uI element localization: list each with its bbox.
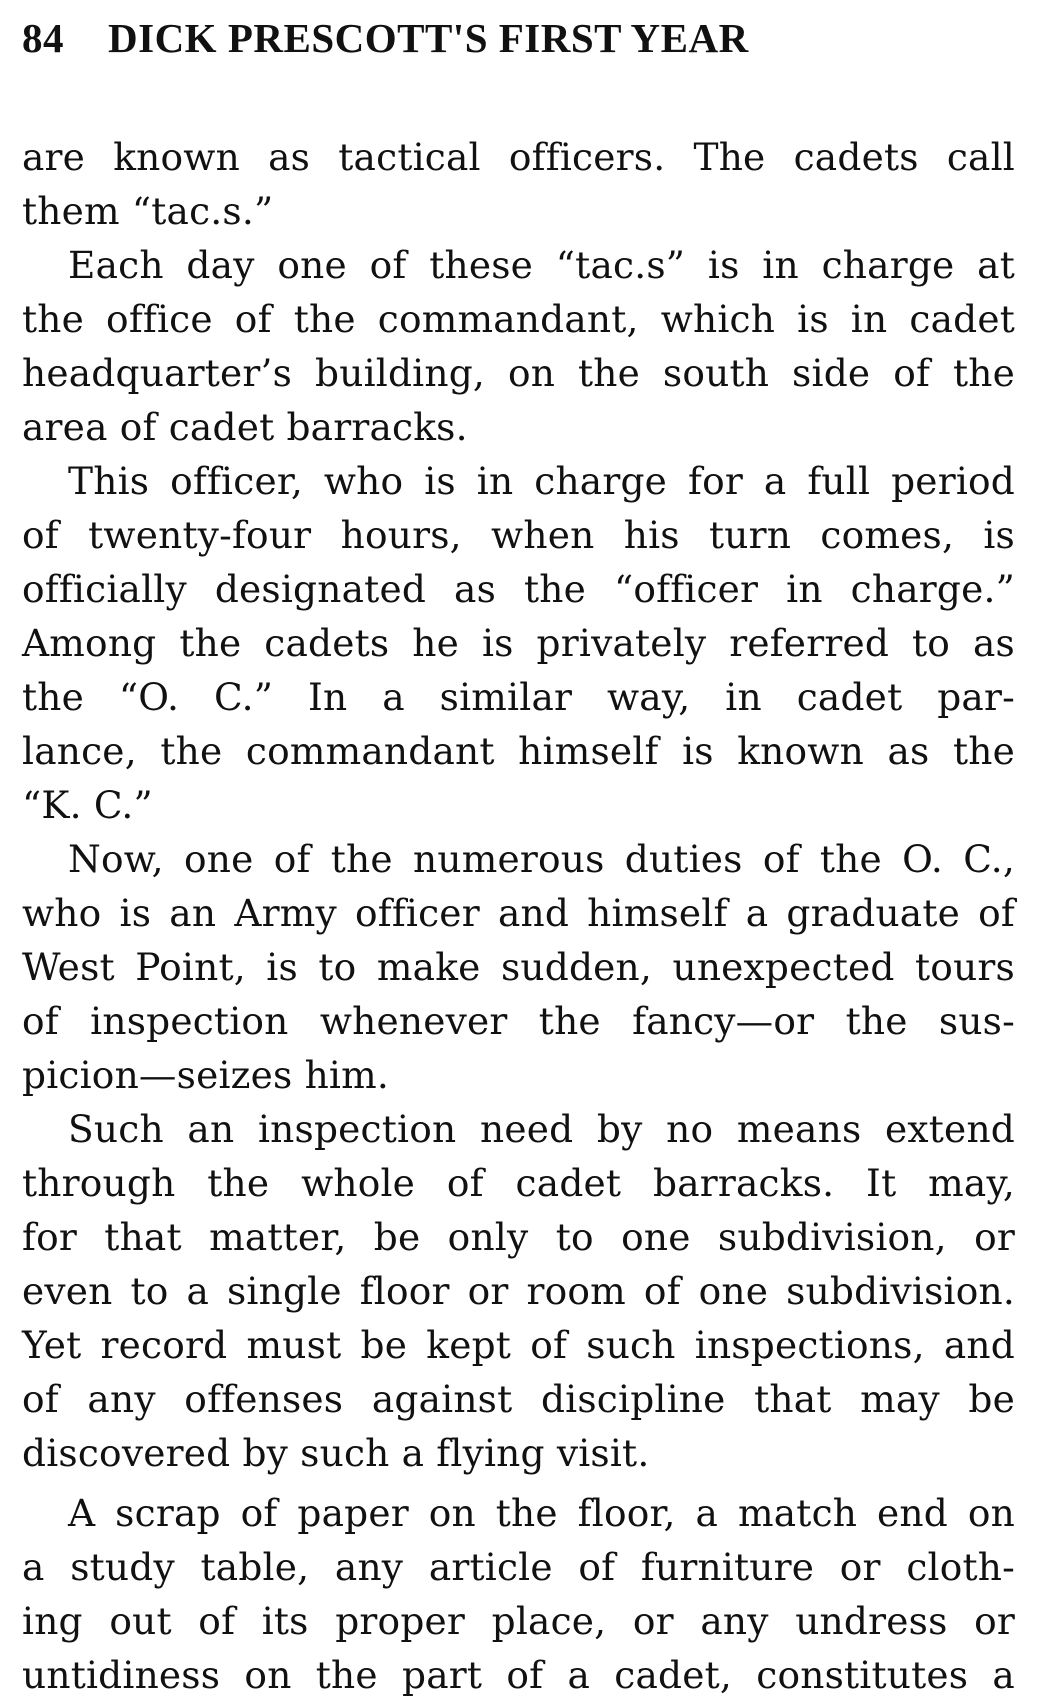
body-text: [22, 130, 1015, 1702]
text-line: discovered by such a flying visit.: [22, 1431, 650, 1475]
text-line: ing out of its proper place, or any undress or: [22, 1599, 1015, 1643]
text-line: Yet record must be kept of such inspections, and: [22, 1323, 1015, 1367]
text-line: Each day one of these “tac.s” is in charge at: [68, 243, 1015, 287]
text-line: through the whole of cadet barracks. It may,: [22, 1161, 1015, 1205]
text-line: A scrap of paper on the floor, a match end on: [68, 1491, 1015, 1535]
text-line: of twenty-four hours, when his turn comes, is: [22, 513, 1015, 557]
text-line: the office of the commandant, which is in cadet: [22, 297, 1015, 341]
text-line: of any offenses against discipline that may be: [22, 1377, 1015, 1421]
text-line: a study table, any article of furniture or cloth-: [22, 1545, 1015, 1589]
text-line: area of cadet barracks.: [22, 405, 468, 449]
text-line: the “O. C.” In a similar way, in cadet par-: [22, 675, 1015, 719]
text-line: for that matter, be only to one subdivision, or: [22, 1215, 1015, 1259]
text-line: West Point, is to make sudden, unexpected tours: [22, 945, 1015, 989]
text-line: Such an inspection need by no means extend: [68, 1107, 1015, 1151]
text-line: of inspection whenever the fancy—or the sus-: [22, 999, 1015, 1043]
text-line: headquarter’s building, on the south side of the: [22, 351, 1015, 395]
text-line: Among the cadets he is privately referred to as: [22, 621, 1015, 665]
book-page: [22, 14, 1015, 1702]
running-title: DICK PRESCOTT'S FIRST YEAR: [108, 15, 749, 61]
text-line: lance, the commandant himself is known as the: [22, 729, 1015, 773]
text-line: them “tac.s.”: [22, 189, 274, 233]
text-line: untidiness on the part of a cadet, constitutes a: [22, 1653, 1015, 1697]
text-line: Now, one of the numerous duties of the O. C.,: [68, 837, 1015, 881]
running-head: [22, 14, 1015, 72]
text-line: are known as tactical officers. The cadets call: [22, 135, 1015, 179]
text-line: This officer, who is in charge for a full period: [68, 459, 1015, 503]
text-line: officially designated as the “officer in charge.”: [22, 567, 1015, 611]
text-line: even to a single floor or room of one subdivision.: [22, 1269, 1015, 1313]
text-line: “K. C.”: [22, 783, 153, 827]
page-number: 84: [22, 15, 64, 61]
text-line: picion—seizes him.: [22, 1053, 389, 1097]
text-line: who is an Army officer and himself a graduate of: [22, 891, 1015, 935]
